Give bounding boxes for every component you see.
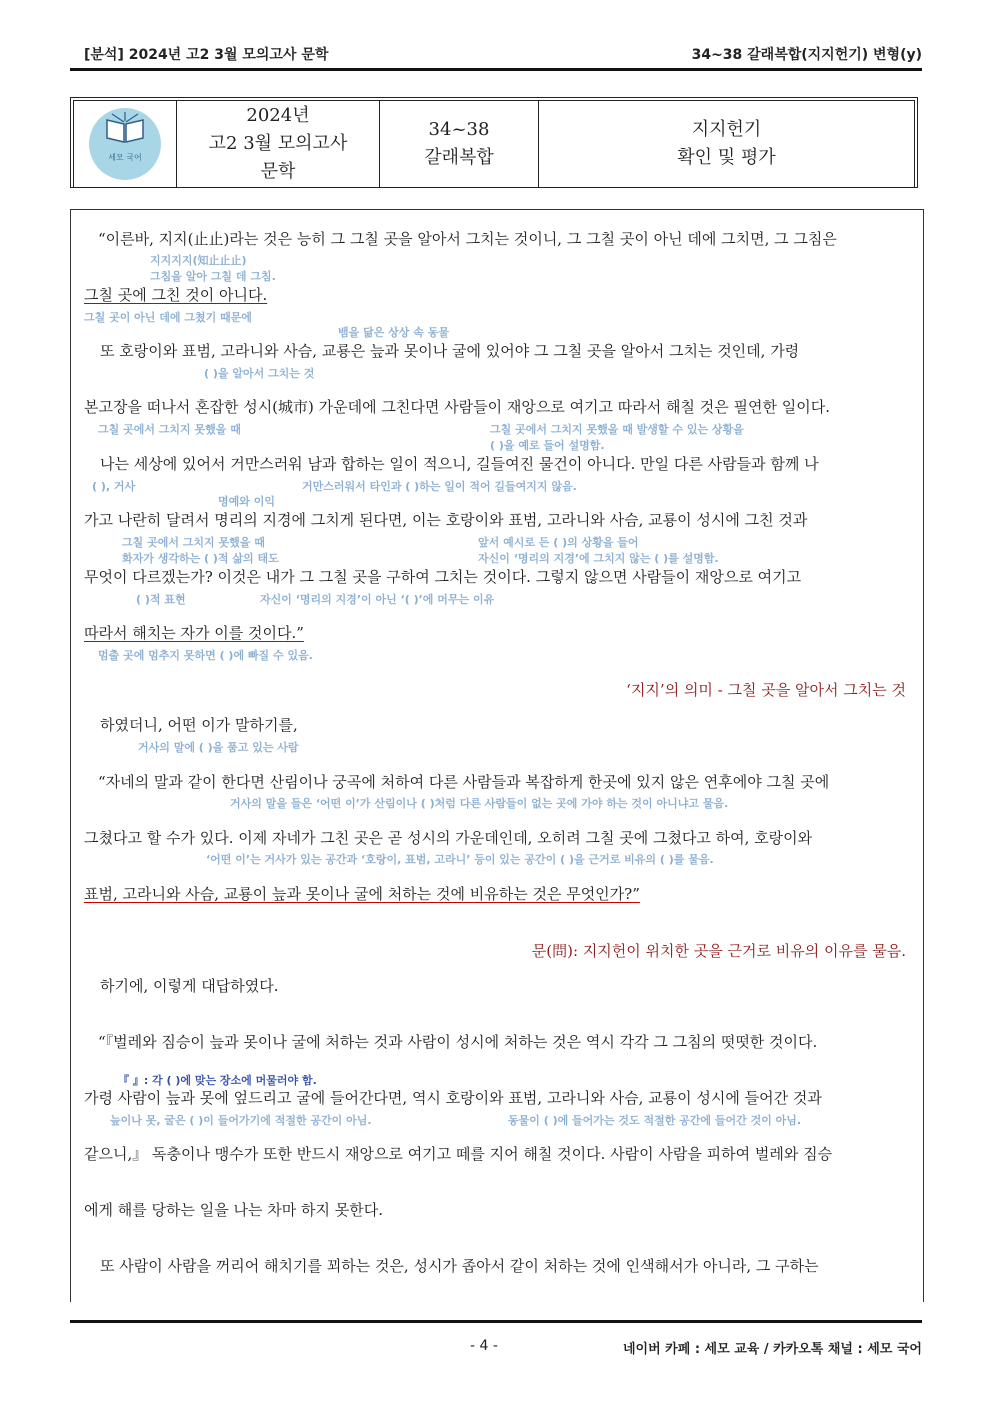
info-type: 갈래복합 [424, 147, 494, 168]
passage-line: 하기에, 이렇게 대답하였다. [100, 977, 279, 995]
info-box [70, 97, 918, 188]
annotation-note: ( )을 알아서 그치는 것 [204, 367, 315, 380]
annotation-note: 동물이 ( )에 들어가는 것도 적절한 공간에 들어간 것이 아님. [508, 1114, 802, 1127]
passage-line: 본고장을 떠나서 혼잡한 성시(城市) 가운데에 그친다면 사람들이 재앙으로 여기고 따라서 해칠 것은 필연한 일이다. [84, 398, 831, 416]
footer-divider [70, 1320, 922, 1323]
passage-line: 그쳤다고 할 수가 있다. 이제 자네가 그친 곳은 곧 성시의 가운데인데, 오히려 그칠 곳에 그쳤다고 하여, 호랑이와 [84, 829, 813, 847]
passage-line: 그칠 곳에 그친 것이 아니다. [84, 286, 268, 304]
annotation-note: 자신이 ‘명리의 지경’에 그치지 않는 ( )를 설명함. [478, 552, 719, 565]
annotation-note: ( )을 예로 들어 설명함. [490, 439, 605, 452]
info-col-3 [539, 101, 915, 188]
passage-line: 또 호랑이와 표범, 고라니와 사슴, 교룡은 늪과 못이나 굴에 있어야 그 그칠 곳을 알아서 그치는 것인데, 가령 [100, 342, 800, 360]
annotation-note: 그칠 곳에서 그치지 못했을 때 발생할 수 있는 상황을 [490, 423, 744, 436]
annotation-note: 『 』: 각 ( )에 맞는 장소에 머물러야 함. [118, 1074, 317, 1087]
passage-line: 하였더니, 어떤 이가 말하기를, [100, 716, 298, 734]
open-book-icon [104, 110, 146, 144]
info-purpose: 확인 및 평가 [677, 147, 776, 168]
info-subject: 문학 [260, 161, 296, 182]
passage-line: 무엇이 다르겠는가? 이것은 내가 그 그칠 곳을 구하여 그치는 것이다. 그렇지 않으면 사람들이 재앙으로 여기고 [84, 568, 802, 586]
passage-line: “자네의 말과 같이 한다면 산림이나 궁곡에 처하여 다른 사람들과 복잡하게 한곳에 있지 않은 연후에야 그칠 곳에 [98, 773, 830, 791]
info-col-1 [177, 101, 380, 188]
section-heading: 문(問): 지지헌이 위치한 곳을 근거로 비유의 이유를 물음. [531, 942, 906, 960]
info-year: 2024년 [246, 105, 310, 126]
annotation-note: 앞서 예시로 든 ( )의 상황을 들어 [478, 536, 639, 549]
annotation-note: 화자가 생각하는 ( )적 삶의 태도 [122, 552, 279, 565]
passage-line: 가고 나란히 달려서 명리의 지경에 그치게 된다면, 이는 호랑이와 표범, 고라니와 사슴, 교룡이 성시에 그친 것과 [84, 511, 808, 529]
info-range: 34~38 [428, 119, 490, 140]
annotation-note: 거사의 말에 ( )을 품고 있는 사람 [138, 741, 299, 754]
header-right-title: 34~38 갈래복합(지지헌기) 변형(y) [691, 47, 922, 63]
annotation-note: 그칠 곳에서 그치지 못했을 때 [122, 536, 265, 549]
annotation-note: ( ), 거사 [92, 480, 136, 493]
annotation-note: 거만스러워서 타인과 ( )하는 일이 적어 길들여지지 않음. [302, 480, 577, 493]
book-logo-icon [89, 108, 161, 180]
page-number: - 4 - [470, 1338, 498, 1354]
info-work-title: 지지헌기 [691, 119, 762, 140]
annotation-note: ( )적 표현 [136, 593, 186, 606]
annotation-note: 그칠 곳에서 그치지 못했을 때 [98, 423, 241, 436]
header-divider [70, 68, 922, 71]
info-col-2 [380, 101, 539, 188]
annotation-note: 명예와 이익 [218, 495, 275, 508]
passage-line: 또 사람이 사람을 꺼리어 해치기를 꾀하는 것은, 성시가 좁아서 같이 처하는 것에 인색해서가 아니라, 그 구하는 [100, 1257, 819, 1275]
annotation-note: 멈출 곳에 멈추지 못하면 ( )에 빠질 수 있음. [98, 649, 313, 662]
footer-text: 네이버 카페 : 세모 교육 / 카카오톡 채널 : 세모 국어 [622, 1342, 922, 1357]
passage-box [70, 209, 924, 1302]
info-exam: 고2 3월 모의고사 [208, 133, 348, 154]
annotation-note: 지지지지(知止止止) [150, 254, 247, 267]
passage-line: 같으니,』 독충이나 맹수가 또한 반드시 재앙으로 여기고 떼를 지어 해칠 것이다. 사람이 사람을 피하여 벌레와 짐승 [84, 1145, 833, 1163]
annotation-note: ‘어떤 이’는 거사가 있는 공간과 ‘호랑이, 표범, 고라니’ 등이 있는 공간이 ( )을 근거로 비유의 ( )를 물음. [206, 853, 714, 866]
annotation-note: 그침을 알아 그칠 데 그침. [150, 270, 276, 283]
passage-line: 표범, 고라니와 사슴, 교룡이 늪과 못이나 굴에 처하는 것에 비유하는 것은 무엇인가?” [84, 885, 640, 903]
passage-line: 나는 세상에 있어서 거만스러워 남과 합하는 일이 적으니, 길들여진 물건이 아니다. 만일 다른 사람들과 함께 나 [100, 455, 819, 473]
annotation-note: 뱀을 닮은 상상 속 동물 [338, 326, 449, 339]
passage-line: “『벌레와 짐승이 늪과 못이나 굴에 처하는 것과 사람이 성시에 처하는 것은 역시 각각 그 그침의 떳떳한 것이다. [98, 1033, 818, 1051]
passage-line: 따라서 해치는 자가 이를 것이다.” [84, 624, 304, 642]
passage-line: 가령 사람이 늪과 못에 엎드리고 굴에 들어간다면, 역시 호랑이와 표범, 고라니와 사슴, 교룡이 성시에 들어간 것과 [84, 1089, 822, 1107]
logo-text: 세모 국어 [108, 153, 142, 162]
passage-line: 에게 해를 당하는 일을 나는 차마 하지 못한다. [84, 1201, 383, 1219]
annotation-note: 거사의 말을 들은 ‘어떤 이’가 산림이나 ( )처럼 다른 사람들이 없는 곳에 가야 하는 것이 아니냐고 물음. [230, 797, 729, 810]
annotation-note: 늪이나 못, 굴은 ( )이 들어가기에 적절한 공간이 아님. [110, 1114, 372, 1127]
section-heading: ‘지지’의 의미 - 그칠 곳을 알아서 그치는 것 [626, 681, 906, 699]
passage-line: “이른바, 지지(止止)라는 것은 능히 그 그칠 곳을 알아서 그치는 것이니, 그 그칠 곳이 아닌 데에 그치면, 그 그침은 [98, 230, 837, 248]
annotation-note: 그칠 곳이 아닌 데에 그쳤기 때문에 [84, 311, 252, 324]
annotation-note: 자신이 ‘명리의 지경’이 아닌 ‘( )’에 머무는 이유 [260, 593, 495, 606]
logo-cell [74, 101, 177, 188]
header-left-title: [분석] 2024년 고2 3월 모의고사 문학 [84, 47, 329, 63]
